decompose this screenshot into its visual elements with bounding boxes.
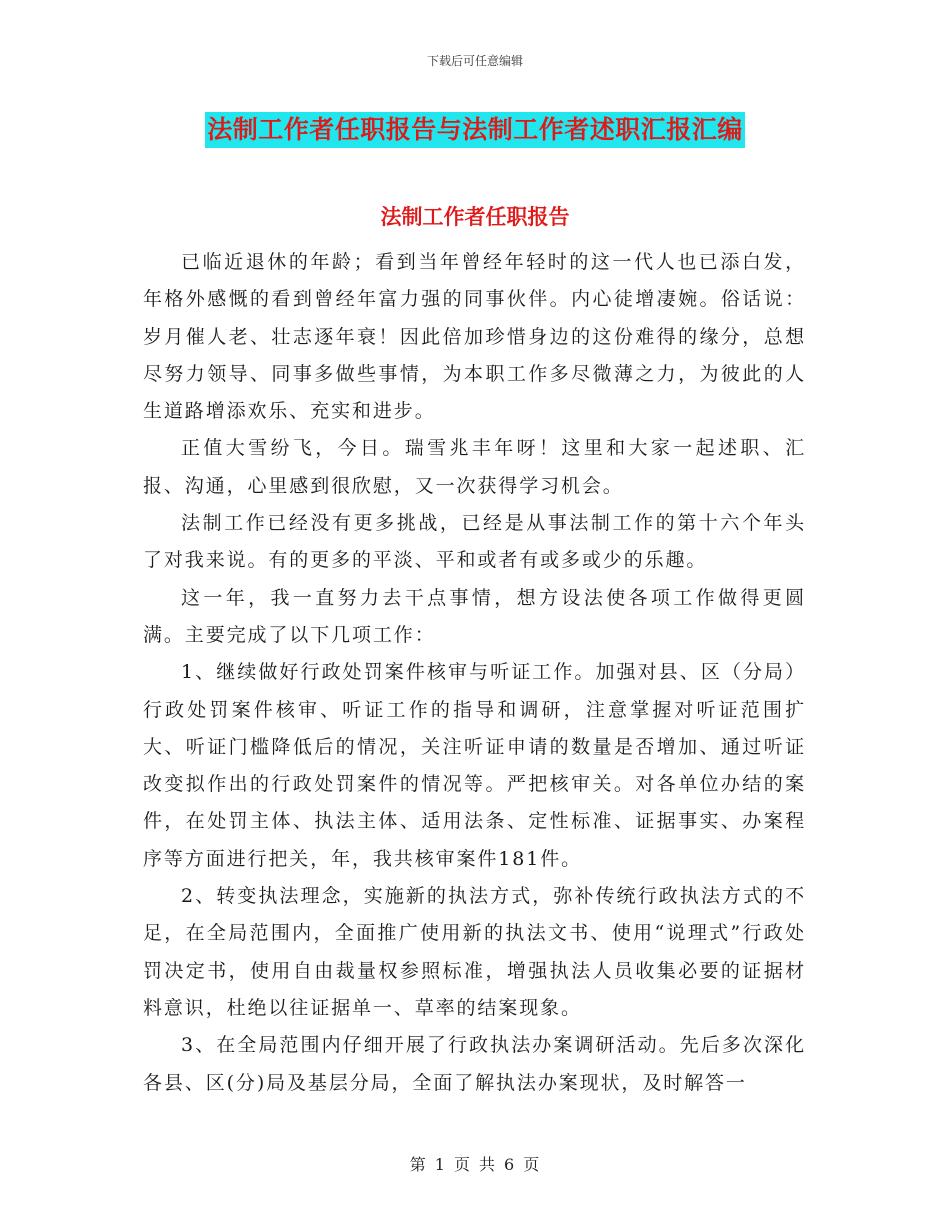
total-pages: 6 bbox=[504, 1155, 516, 1174]
page-label: 第 bbox=[409, 1155, 427, 1174]
total-unit: 页 bbox=[523, 1155, 541, 1174]
document-title-container bbox=[0, 112, 950, 148]
section-title: 法制工作者任职报告 bbox=[380, 205, 570, 229]
document-body bbox=[143, 244, 806, 1102]
page-header: 下载后可任意编辑 bbox=[426, 54, 523, 68]
paragraph: 这一年，我一直努力去干点事情，想方设法使各项工作做得更圆满。主要完成了以下几项工作： bbox=[143, 586, 806, 646]
paragraph: 2、转变执法理念，实施新的执法方式，弥补传统行政执法方式的不足，在全局范围内，全面推广使用新的执法文书、使用“说理式”行政处罚决定书，使用自由裁量权参照标准，增强执法人员收集必要的证据材料意识，杜绝以往证据单一、草率的结案现象。 bbox=[143, 885, 806, 1019]
paragraph: 正值大雪纷飞，今日。瑞雪兆丰年呀！这里和大家一起述职、汇报、沟通，心里感到很欣慰，又一次获得学习机会。 bbox=[143, 437, 806, 497]
page-number: 1 bbox=[434, 1155, 446, 1174]
paragraph: 法制工作已经没有更多挑战，已经是从事法制工作的第十六个年头了对我来说。有的更多的平淡、平和或者有或多或少的乐趣。 bbox=[143, 512, 806, 572]
document-title: 法制工作者任职报告与法制工作者述职汇报汇编 bbox=[205, 112, 745, 148]
page-footer bbox=[0, 1152, 950, 1175]
page-unit: 页 bbox=[453, 1155, 471, 1174]
paragraph: 已临近退休的年龄；看到当年曾经年轻时的这一代人也已添白发，年格外感慨的看到曾经年富力强的同事伙伴。内心徒增凄婉。俗话说：岁月催人老、壮志逐年衰！因此倍加珍惜身边的这份难得的缘分，总想尽努力领导、同事多做些事情，为本职工作多尽微薄之力，为彼此的人生道路增添欢乐、充实和进步。 bbox=[143, 251, 806, 423]
paragraph: 3、在全局范围内仔细开展了行政执法办案调研活动。先后多次深化各县、区(分)局及基层分局，全面了解执法办案现状，及时解答一 bbox=[143, 1034, 806, 1094]
total-label: 共 bbox=[479, 1155, 497, 1174]
paragraph: 1、继续做好行政处罚案件核审与听证工作。加强对县、区（分局）行政处罚案件核审、听证工作的指导和调研，注意掌握对听证范围扩大、听证门槛降低后的情况，关注听证申请的数量是否增加、通过听证改变拟作出的行政处罚案件的情况等。严把核审关。对各单位办结的案件，在处罚主体、执法主体、适用法条、定性标准、证据事实、办案程序等方面进行把关，年，我共核审案件181件。 bbox=[143, 661, 806, 870]
